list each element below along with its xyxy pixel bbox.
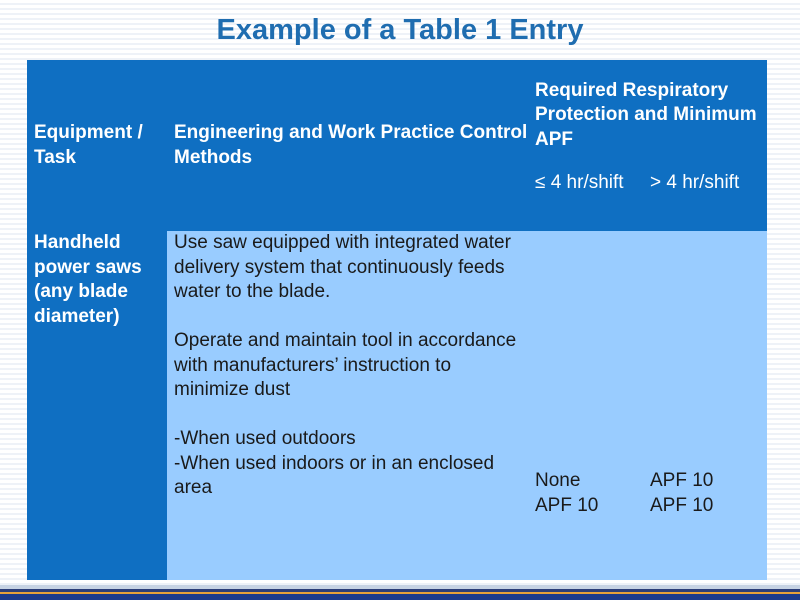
header-le-4-hr: ≤ 4 hr/shift <box>528 171 643 231</box>
header-equipment-task: Equipment / Task <box>27 60 167 231</box>
header-gt-4-hr: > 4 hr/shift <box>643 171 767 231</box>
cell-apf-le-4-hr <box>528 231 643 580</box>
apf-le4-outdoors: None <box>535 470 581 491</box>
apf-gt4-outdoors: APF 10 <box>650 470 714 491</box>
slide-title: Example of a Table 1 Entry <box>216 14 584 46</box>
apf-le4-indoors: APF 10 <box>535 494 599 516</box>
cell-apf-gt-4-hr <box>643 231 767 580</box>
control-method-maintain: Operate and maintain tool in accordance with manufacturers’ instruction to minimize dust <box>174 330 517 400</box>
control-method-outdoors: -When used outdoors <box>174 428 356 449</box>
apf-gt4-indoors: APF 10 <box>650 494 714 516</box>
cell-control-methods <box>167 231 528 580</box>
silica-table <box>27 60 767 580</box>
header-control-methods: Engineering and Work Practice Control Methods <box>167 60 528 231</box>
control-method-indoors: -When used indoors or in an enclosed area <box>174 452 495 498</box>
header-respiratory-protection: Required Respiratory Protection and Minimum APF <box>528 60 767 171</box>
control-method-water: Use saw equipped with integrated water delivery system that continuously feeds water to the blade. <box>174 232 511 302</box>
footer-band <box>0 585 800 600</box>
cell-equipment: Handheld power saws (any blade diameter) <box>27 231 167 580</box>
